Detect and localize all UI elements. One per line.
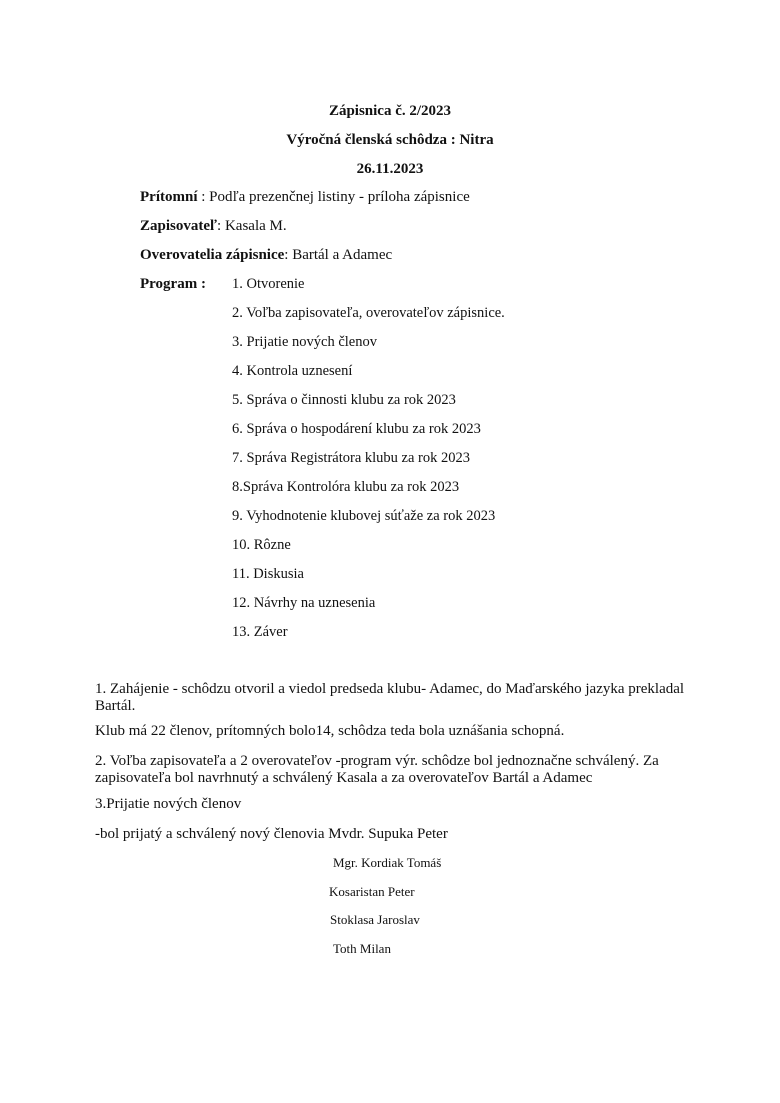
paragraph-opening: 1. Zahájenie - schôdzu otvoril a viedol predseda klubu- Adamec, do Maďarského jazyka prekladal Bartál.	[95, 681, 685, 714]
meeting-date: 26.11.2023	[356, 161, 424, 177]
program-item: 5. Správa o činnosti klubu za rok 2023	[232, 392, 456, 408]
program-item: 11. Diskusia	[232, 566, 304, 582]
recorder-line	[140, 218, 287, 235]
meeting-subtitle: Výročná členská schôdza : Nitra	[286, 132, 494, 148]
verifiers-value: : Bartál a Adamec	[284, 247, 393, 263]
present-line	[140, 189, 470, 206]
program-item: 9. Vyhodnotenie klubovej súťaže za rok 2023	[232, 508, 496, 524]
program-item: 8.Správa Kontrolóra klubu za rok 2023	[232, 479, 460, 495]
program-item: 7. Správa Registrátora klubu za rok 2023	[232, 450, 470, 466]
new-member-name: Stoklasa Jaroslav	[330, 912, 420, 927]
recorder-label: Zapisovateľ	[140, 218, 218, 234]
program-label: Program :	[140, 276, 206, 292]
program-item: 1. Otvorenie	[232, 276, 305, 292]
present-label: Prítomní	[140, 189, 198, 205]
program-item: 3. Prijatie nových členov	[232, 334, 377, 350]
paragraph-new-members-heading: 3.Prijatie nových členov	[95, 796, 242, 812]
program-item: 10. Rôzne	[232, 537, 291, 553]
new-member-name: Mgr. Kordiak Tomáš	[333, 855, 442, 870]
document-title: Zápisnica č. 2/2023	[328, 103, 452, 119]
paragraph-new-members: -bol prijatý a schválený nový členovia Mvdr. Supuka Peter	[95, 826, 448, 842]
verifiers-label: Overovatelia zápisnice	[140, 247, 285, 263]
verifiers-line	[140, 247, 392, 264]
program-item: 13. Záver	[232, 624, 288, 640]
program-item: 6. Správa o hospodárení klubu za rok 2023	[232, 421, 481, 437]
program-item: 4. Kontrola uznesení	[232, 363, 353, 379]
new-member-name: Kosaristan Peter	[329, 884, 415, 899]
paragraph-election: 2. Voľba zapisovateľa a 2 overovateľov -program výr. schôdze bol jednoznačne schválený. Za zapisovateľa bol navrhnutý a schválený Kasala a za overovateľov Bartál a Adamec	[95, 753, 659, 786]
program-item: 2. Voľba zapisovateľa, overovateľov zápisnice.	[232, 305, 505, 321]
new-member-name: Toth Milan	[333, 941, 391, 956]
recorder-value: : Kasala M.	[217, 218, 287, 234]
present-value: : Podľa prezenčnej listiny - príloha zápisnice	[197, 189, 470, 205]
program-item: 12. Návrhy na uznesenia	[232, 595, 376, 611]
paragraph-members: Klub má 22 členov, prítomných bolo14, schôdza teda bola uznášania schopná.	[95, 723, 565, 739]
